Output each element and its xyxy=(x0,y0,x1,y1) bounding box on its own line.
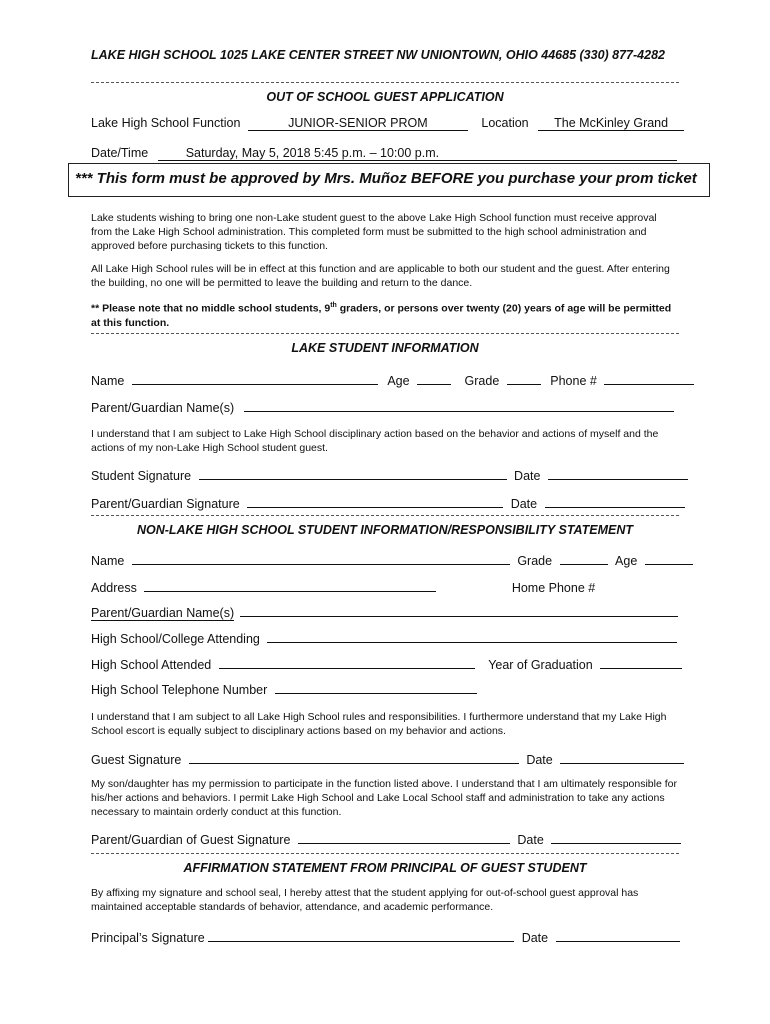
guest-parent-label: Parent/Guardian Name(s) xyxy=(91,606,235,620)
lake-name-row xyxy=(91,371,679,389)
form-title: OUT OF SCHOOL GUEST APPLICATION xyxy=(266,90,504,104)
lake-name-label: Name xyxy=(91,374,125,388)
guest-address-label: Address xyxy=(91,581,137,595)
school-phone-field[interactable] xyxy=(275,680,477,694)
lake-parent-date-label: Date xyxy=(510,497,538,511)
lake-age-field[interactable] xyxy=(417,371,451,385)
divider xyxy=(91,82,679,83)
guest-grade-label: Grade xyxy=(517,554,553,568)
permission-statement: My son/daughter has my permission to participate in the function listed above. I understand that I am ultimately responsible for his/her actions and behaviors. I permit Lake High School and Lake Local School staff and administration to take any actions necessary to maintain orderly conduct at this function. xyxy=(91,778,677,818)
principal-signature-label: Principal’s Signature xyxy=(91,931,205,945)
principal-statement: By affixing my signature and school seal, I hereby attest that the student applying for out-of-school guest approval has maintained acceptable standards of behavior, attendance, and academic performance. xyxy=(91,887,639,913)
guest-statement: I understand that I am subject to all Lake High School rules and responsibilities. I furthermore understand that my Lake High School escort is equally subject to disciplinary actions based on my behavior and actions. xyxy=(91,711,667,737)
principal-date-field[interactable] xyxy=(556,928,680,942)
school-attending-label: High School/College Attending xyxy=(91,632,260,646)
guest-address-field[interactable] xyxy=(144,578,436,592)
guest-parent-date-field[interactable] xyxy=(551,830,681,844)
principal-signature-row xyxy=(91,928,679,946)
principal-date-label: Date xyxy=(521,931,549,945)
lake-parent-signature-row xyxy=(91,494,679,512)
guest-signature-row xyxy=(91,750,679,768)
lake-parent-field[interactable] xyxy=(244,398,674,412)
guest-date-field[interactable] xyxy=(560,750,684,764)
school-attending-field[interactable] xyxy=(267,629,677,643)
guest-address-row xyxy=(91,578,679,596)
lake-name-field[interactable] xyxy=(132,371,378,385)
approval-banner: *** This form must be approved by Mrs. Muñoz BEFORE you purchase your prom ticket xyxy=(68,163,710,197)
lake-phone-field[interactable] xyxy=(604,371,694,385)
year-graduation-field[interactable] xyxy=(600,655,682,669)
lake-student-title: LAKE STUDENT INFORMATION xyxy=(291,341,479,355)
location-label: Location xyxy=(481,116,529,130)
guest-parent-signature-row xyxy=(91,830,679,848)
age-note xyxy=(91,299,679,330)
guest-title: NON-LAKE HIGH SCHOOL STUDENT INFORMATION/RESPONSIBILITY STATEMENT xyxy=(136,523,634,537)
guest-grade-field[interactable] xyxy=(560,551,608,565)
guest-age-label: Age xyxy=(615,554,638,568)
guest-home-phone-label: Home Phone # xyxy=(511,581,596,595)
principal-title: AFFIRMATION STATEMENT FROM PRINCIPAL OF GUEST STUDENT xyxy=(183,861,587,875)
lake-parent-row xyxy=(91,398,679,416)
age-note-sup: th xyxy=(330,302,337,309)
lake-grade-label: Grade xyxy=(464,374,500,388)
school-phone-label: High School Telephone Number xyxy=(91,683,268,697)
lake-parent-date-field[interactable] xyxy=(545,494,685,508)
intro-paragraph-2: All Lake High School rules will be in effect at this function and are applicable to both our student and the guest. After entering the building, no one will be permitted to leave the building and return to the dance. xyxy=(91,263,670,289)
student-signature-field[interactable] xyxy=(199,466,507,480)
guest-signature-field[interactable] xyxy=(189,750,519,764)
school-phone-row xyxy=(91,680,679,698)
guest-name-field[interactable] xyxy=(132,551,510,565)
lake-parent-signature-field[interactable] xyxy=(247,494,503,508)
intro-paragraph-1: Lake students wishing to bring one non-Lake student guest to the above Lake High School function must receive approval from the Lake High School administration. This completed form must be submitted to the high school administration and approved before purchasing tickets to this function. xyxy=(91,212,657,252)
school-header: LAKE HIGH SCHOOL 1025 LAKE CENTER STREET NW UNIONTOWN, OHIO 44685 (330) 877-4282 xyxy=(91,48,665,62)
datetime-field[interactable] xyxy=(158,146,677,161)
divider xyxy=(91,853,679,854)
divider xyxy=(91,333,679,334)
guest-age-field[interactable] xyxy=(645,551,693,565)
guest-signature-label: Guest Signature xyxy=(91,753,182,767)
student-date-label: Date xyxy=(514,469,541,483)
lake-parent-signature-label: Parent/Guardian Signature xyxy=(91,497,240,511)
principal-signature-field[interactable] xyxy=(208,928,514,942)
datetime-row xyxy=(91,145,679,161)
divider xyxy=(91,515,679,516)
datetime-label: Date/Time xyxy=(91,146,149,160)
function-field[interactable]: JUNIOR-SENIOR PROM xyxy=(248,116,468,131)
age-note-a: ** Please note that no middle school students, 9 xyxy=(91,302,331,315)
lake-parent-label: Parent/Guardian Name(s) xyxy=(91,401,235,415)
school-attended-field[interactable] xyxy=(219,655,475,669)
lake-statement: I understand that I am subject to Lake High School disciplinary action based on the behavior and actions of myself and the actions of my non-Lake High School student guest. xyxy=(91,428,659,454)
guest-parent-field[interactable] xyxy=(240,603,678,617)
guest-parent-signature-field[interactable] xyxy=(298,830,510,844)
school-attended-label: High School Attended xyxy=(91,658,212,672)
lake-grade-field[interactable] xyxy=(507,371,541,385)
function-row xyxy=(91,115,679,131)
year-graduation-label: Year of Graduation xyxy=(488,658,593,672)
guest-parent-signature-label: Parent/Guardian of Guest Signature xyxy=(91,833,291,847)
function-label: Lake High School Function xyxy=(91,116,241,130)
student-signature-row xyxy=(91,466,679,484)
guest-name-row xyxy=(91,551,679,569)
guest-parent-row xyxy=(91,603,679,621)
lake-phone-label: Phone # xyxy=(550,374,597,388)
school-attending-row xyxy=(91,629,679,647)
student-signature-label: Student Signature xyxy=(91,469,192,483)
location-field[interactable]: The McKinley Grand xyxy=(538,116,684,131)
guest-date-label: Date xyxy=(526,753,553,767)
lake-age-label: Age xyxy=(387,374,410,388)
student-date-field[interactable] xyxy=(548,466,688,480)
school-attended-row xyxy=(91,655,679,673)
guest-parent-date-label: Date xyxy=(517,833,544,847)
age-note-b: graders, or persons over twenty (20) years of age will be permitted at this function. xyxy=(91,302,672,329)
guest-name-label: Name xyxy=(91,554,125,568)
datetime-value: Saturday, May 5, 2018 5:45 p.m. – 10:00 p.m. xyxy=(185,146,440,160)
